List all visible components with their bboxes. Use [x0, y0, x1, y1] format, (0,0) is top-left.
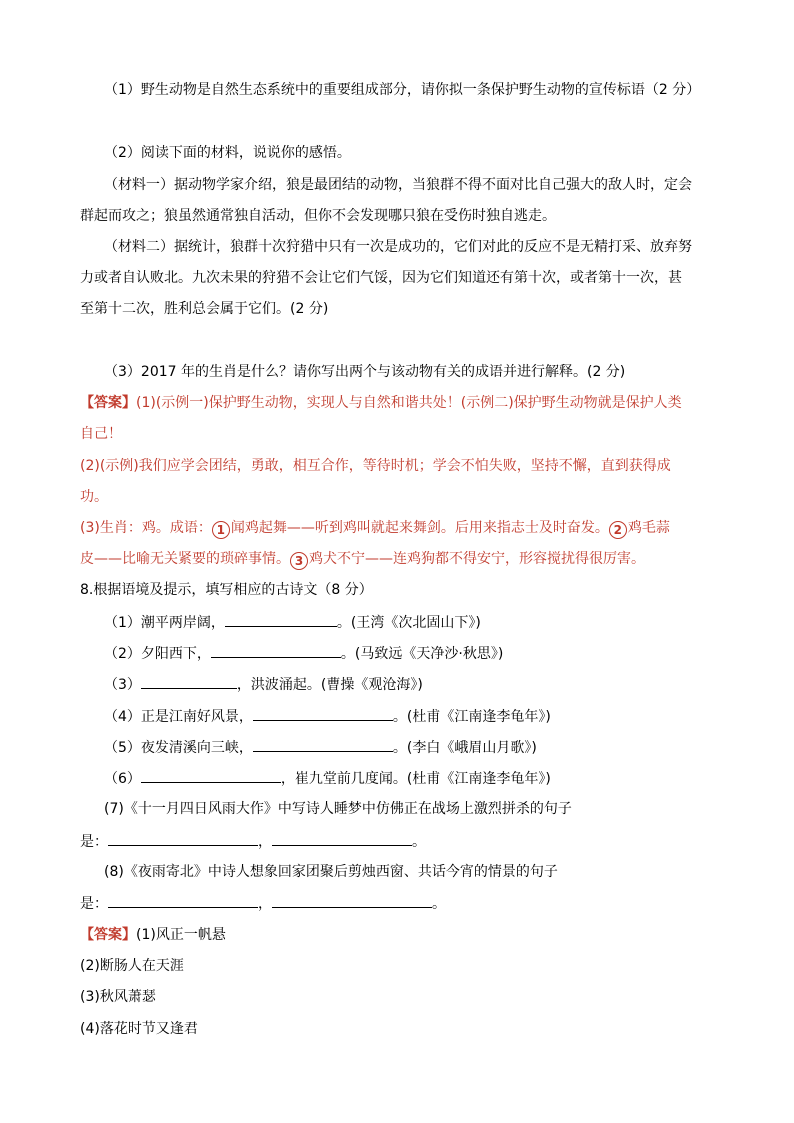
- q8-item1-prefix: （1）潮平两岸阔，: [104, 615, 225, 631]
- q8-item3: [104, 674, 423, 695]
- material2-line3: [80, 299, 328, 319]
- blank-7a[interactable]: [108, 831, 258, 846]
- material2-line1: [104, 237, 692, 257]
- answer8-1: (1)风正一帆悬: [136, 927, 226, 943]
- q8-item1: [104, 612, 481, 633]
- answer-label: 【答案】: [80, 395, 136, 411]
- answer7-2-line1: [80, 456, 671, 476]
- q8-item7-sep: ，: [258, 834, 272, 850]
- q8-item8-line1: [104, 862, 558, 882]
- q8-item4-prefix: （4）正是江南好风景，: [104, 709, 253, 725]
- q8-title-text: 8.根据语境及提示，填写相应的古诗文（8 分）: [80, 582, 373, 598]
- q8-item5: [104, 737, 537, 758]
- answer7-1-text: (1)(示例一)保护野生动物，实现人与自然和谐共处！(示例二)保护野生动物就是保护人类: [136, 395, 682, 411]
- q7-part3-text: （3）2017 年的生肖是什么？请你写出两个与该动物有关的成语并进行解释。(2 分): [104, 364, 626, 380]
- answer7-3-intro: (3)生肖：鸡。成语：: [80, 520, 212, 536]
- blank-3[interactable]: [141, 674, 237, 689]
- answer7-2-text-2: 功。: [80, 489, 108, 505]
- q8-item2-suffix: 。(马致远《天净沙·秋思》): [340, 646, 504, 662]
- q8-item6-prefix: （6）: [104, 771, 141, 787]
- answer7-line1: [80, 393, 682, 413]
- answer8-3: (3)秋风萧瑟: [80, 989, 156, 1005]
- q7-part2-text: （2）阅读下面的材料，说说你的感悟。: [104, 145, 351, 161]
- blank-4[interactable]: [253, 706, 393, 721]
- q8-item1-suffix: 。(王湾《次北固山下》): [336, 615, 481, 631]
- q8-item7-end: 。: [412, 834, 426, 850]
- circled-number-2: 2: [609, 521, 627, 539]
- q8-item6: [104, 768, 551, 789]
- answer8-4: (4)落花时节又逢君: [80, 1021, 198, 1037]
- material2-line2: [80, 268, 682, 288]
- q8-item7-prefix: 是：: [80, 834, 108, 850]
- idiom-2-text-end: 皮——比喻无关紧要的琐碎事情。: [80, 551, 290, 567]
- q8-item8-prefix: 是：: [80, 896, 108, 912]
- blank-6[interactable]: [141, 768, 281, 783]
- q8-item8-end: 。: [432, 896, 446, 912]
- q8-item4: [104, 706, 551, 727]
- answer7-line2: [80, 424, 122, 444]
- answer7-3-line1: [80, 518, 670, 539]
- idiom-1-text: 闻鸡起舞——听到鸡叫就起来舞剑。后用来指志士及时奋发。: [230, 520, 609, 536]
- material1-text-2: 群起而攻之；狼虽然通常独自活动，但你不会发现哪只狼在受伤时独自逃走。: [80, 208, 556, 224]
- q8-item5-suffix: 。(李白《峨眉山月歌》): [392, 740, 537, 756]
- q8-item6-suffix: ，崔九堂前几度闻。(杜甫《江南逢李龟年》): [280, 771, 551, 787]
- answer8-line4: [80, 1019, 198, 1039]
- answer8-label: 【答案】: [80, 927, 136, 943]
- answer7-3-line2: [80, 549, 645, 570]
- q8-item8-text: (8)《夜雨寄北》中诗人想象回家团聚后剪烛西窗、共话今宵的情景的句子: [104, 864, 558, 880]
- idiom-2-text-start: 鸡毛蒜: [627, 520, 670, 536]
- material1-line2: [80, 206, 556, 226]
- q8-item2: [104, 643, 503, 664]
- q7-part1: [104, 80, 700, 100]
- q8-item3-suffix: ，洪波涌起。(曹操《观沧海》): [236, 677, 423, 693]
- material2-text-2: 力或者自认败北。九次未果的狩猎不会让它们气馁，因为它们知道还有第十次，或者第十一次，甚: [80, 270, 682, 286]
- q7-part2: [104, 143, 351, 163]
- q8-item8-sep: ，: [258, 896, 272, 912]
- answer8-line1: [80, 925, 226, 945]
- answer7-2-line2: [80, 487, 108, 507]
- q8-item2-prefix: （2）夕阳西下，: [104, 646, 211, 662]
- answer8-2: (2)断肠人在天涯: [80, 958, 184, 974]
- blank-8b[interactable]: [272, 893, 432, 908]
- blank-8a[interactable]: [108, 893, 258, 908]
- q8-item3-prefix: （3）: [104, 677, 141, 693]
- answer8-line2: [80, 956, 184, 976]
- q8-title: [80, 580, 373, 600]
- answer8-line3: [80, 987, 156, 1007]
- circled-number-3: 3: [290, 552, 308, 570]
- answer7-2-text: (2)(示例)我们应学会团结，勇敢，相互合作，等待时机；学会不怕失败，坚持不懈，直到获得成: [80, 458, 671, 474]
- blank-7b[interactable]: [272, 831, 412, 846]
- q8-item7-line1: [104, 799, 572, 819]
- blank-2[interactable]: [211, 643, 341, 658]
- q8-item7-line2: [80, 831, 426, 852]
- q8-item5-prefix: （5）夜发清溪向三峡，: [104, 740, 253, 756]
- idiom-3-text: 鸡犬不宁——连鸡狗都不得安宁，形容搅扰得很厉害。: [309, 551, 645, 567]
- blank-5[interactable]: [253, 737, 393, 752]
- q8-item8-line2: [80, 893, 446, 914]
- q8-item7-text: (7)《十一月四日风雨大作》中写诗人睡梦中仿佛正在战场上激烈拼杀的句子: [104, 801, 572, 817]
- circled-number-1: 1: [212, 521, 230, 539]
- blank-1[interactable]: [225, 612, 337, 627]
- q7-part1-text: （1）野生动物是自然生态系统中的重要组成部分，请你拟一条保护野生动物的宣传标语（2 分）: [104, 82, 701, 98]
- material1-text-1: （材料一）据动物学家介绍，狼是最团结的动物，当狼群不得不面对比自己强大的敌人时，定会: [104, 177, 692, 193]
- material2-text-1: （材料二）据统计，狼群十次狩猎中只有一次是成功的，它们对此的反应不是无精打采、放弃努: [104, 239, 692, 255]
- material1-line1: [104, 175, 692, 195]
- answer7-1-text-2: 自己！: [80, 426, 122, 442]
- material2-text-3: 至第十二次，胜利总会属于它们。(2 分): [80, 301, 329, 317]
- q8-item4-suffix: 。(杜甫《江南逢李龟年》): [392, 709, 551, 725]
- q7-part3: [104, 362, 625, 382]
